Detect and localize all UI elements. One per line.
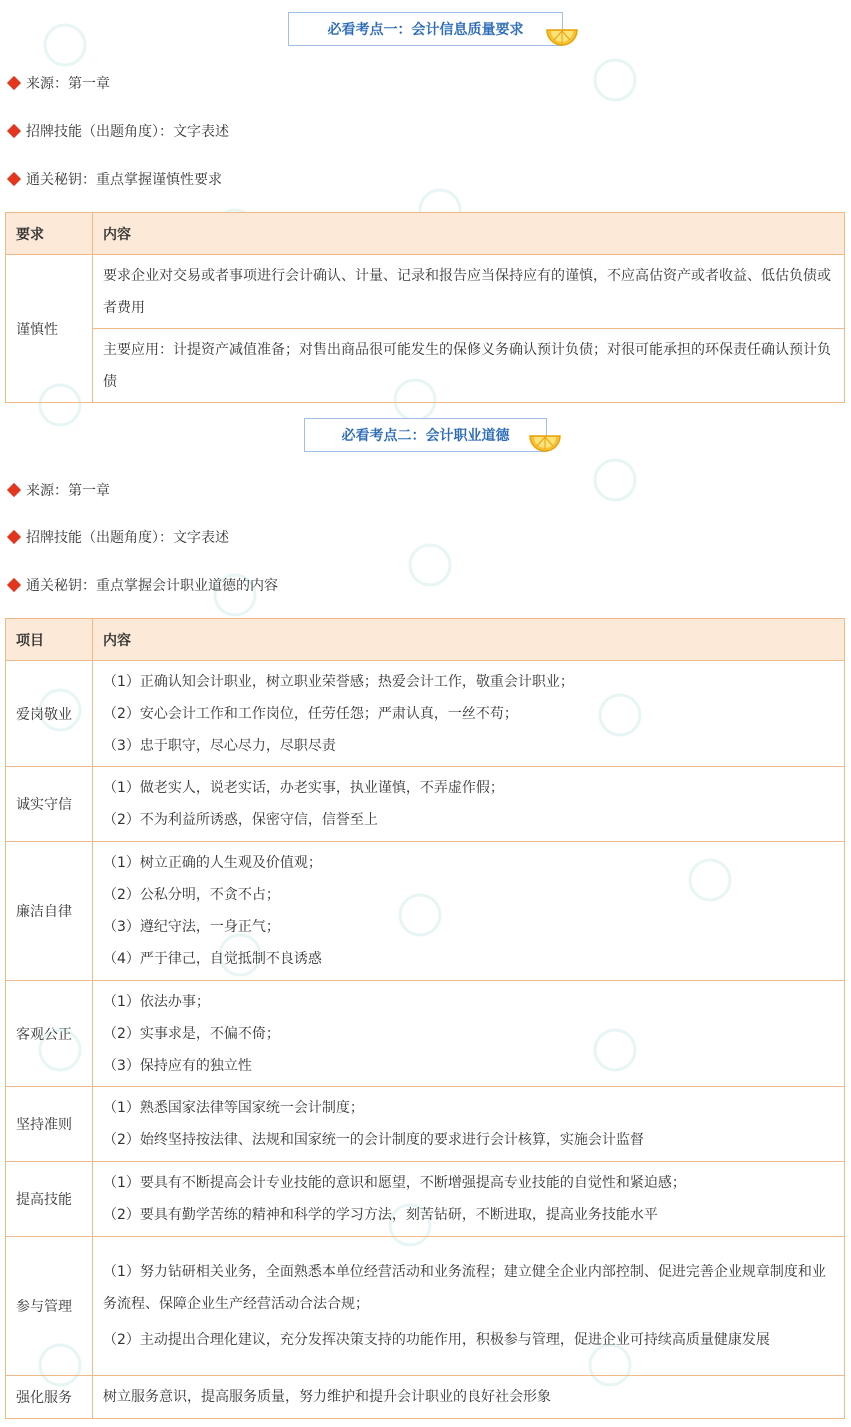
table-row (6, 842, 845, 981)
table-row (6, 329, 845, 403)
section-2-table (5, 618, 845, 1419)
diamond-icon (7, 124, 21, 138)
section-1-title-text: 必看考点一：会计信息质量要求 (327, 22, 524, 38)
content-line: （1）树立正确的人生观及价值观； (103, 855, 322, 871)
section-2-key (6, 575, 278, 595)
lemon-slice-icon (528, 434, 562, 454)
row-content (93, 842, 845, 981)
content-line: 树立服务意识，提高服务质量，努力维护和提升会计职业的良好社会形象 (103, 1389, 551, 1405)
table-row (6, 1162, 845, 1237)
diamond-icon (7, 530, 21, 544)
bullet-text: 来源：第一章 (26, 483, 110, 499)
row-label: 诚实守信 (6, 767, 93, 842)
table-row (6, 981, 845, 1087)
row-label: 客观公正 (6, 981, 93, 1087)
content-line: （1）做老实人，说老实话，办老实事，执业谨慎，不弄虚作假； (103, 780, 504, 796)
section-2-source (6, 480, 110, 500)
bullet-text: 通关秘钥：重点掌握谨慎性要求 (26, 172, 222, 188)
content-line: （3）遵纪守法，一身正气； (103, 919, 280, 935)
bullet-text: 招牌技能（出题角度）：文字表述 (26, 530, 229, 546)
content-paragraph: （1）努力钻研相关业务，全面熟悉本单位经营活动和业务流程；建立健全企业内部控制、促进完善企业规章制度和业务流程、保障企业生产经营活动合法合规； (103, 1264, 826, 1312)
header-cell: 内容 (93, 619, 845, 661)
diamond-icon (7, 483, 21, 497)
section-1-title (288, 12, 563, 46)
content-line: （1）正确认知会计职业，树立职业荣誉感；热爱会计工作，敬重会计职业； (103, 673, 574, 690)
row-label: 坚持准则 (6, 1087, 93, 1162)
table-row (6, 255, 845, 329)
row-content (93, 1087, 845, 1162)
row-content (93, 661, 845, 767)
section-2-title-text: 必看考点二：会计职业道德 (341, 428, 510, 444)
section-1-key (6, 169, 222, 189)
content-line: （2）安心会计工作和工作岗位，任劳任怨；严肃认真，一丝不苟； (103, 705, 518, 722)
content-line: （1）要具有不断提高会计专业技能的意识和愿望，不断增强提高专业技能的自觉性和紧迫感； (103, 1175, 686, 1191)
content-line: （1）依法办事； (103, 993, 210, 1010)
row-content (93, 1376, 845, 1419)
row-label: 提高技能 (6, 1162, 93, 1237)
content-line: （2）实事求是，不偏不倚； (103, 1025, 280, 1042)
table-row (6, 767, 845, 842)
table-header-row (6, 619, 845, 661)
table-row (6, 1237, 845, 1376)
section-1-source (6, 73, 110, 93)
table-row (6, 661, 845, 767)
section-1-skill (6, 121, 229, 141)
section-2-skill (6, 527, 229, 547)
header-cell: 项目 (6, 619, 93, 661)
row-content: 要求企业对交易或者事项进行会计确认、计量、记录和报告应当保持应有的谨慎，不应高估资产或者收益、低估负债或者费用 (93, 255, 845, 329)
diamond-icon (7, 172, 21, 186)
row-content (93, 1162, 845, 1237)
content-line: （1）熟悉国家法律等国家统一会计制度； (103, 1100, 364, 1116)
row-label: 谨慎性 (6, 255, 93, 403)
row-content (93, 1237, 845, 1376)
content-line: （2）要具有勤学苦练的精神和科学的学习方法，刻苦钻研，不断进取，提高业务技能水平 (103, 1207, 658, 1223)
row-label: 廉洁自律 (6, 842, 93, 981)
content-line: （4）严于律己，自觉抵制不良诱惑 (103, 951, 322, 967)
row-label: 强化服务 (6, 1376, 93, 1419)
row-content (93, 767, 845, 842)
row-content: 主要应用：计提资产减值准备；对售出商品很可能发生的保修义务确认预计负债；对很可能承担的环保责任确认预计负债 (93, 329, 845, 403)
header-cell: 要求 (6, 213, 93, 255)
row-content (93, 981, 845, 1087)
content-paragraph: （2）主动提出合理化建议，充分发挥决策支持的功能作用，积极参与管理，促进企业可持续高质量健康发展 (103, 1332, 770, 1348)
content-line: （3）忠于职守，尽心尽力，尽职尽责 (103, 737, 336, 754)
bullet-text: 招牌技能（出题角度）：文字表述 (26, 124, 229, 140)
table-header-row (6, 213, 845, 255)
section-1-table (5, 212, 845, 403)
content-line: （2）不为利益所诱惑，保密守信，信誉至上 (103, 812, 378, 828)
table-row (6, 1087, 845, 1162)
diamond-icon (7, 76, 21, 90)
content-line: （2）始终坚持按法律、法规和国家统一的会计制度的要求进行会计核算，实施会计监督 (103, 1132, 644, 1148)
content-line: （3）保持应有的独立性 (103, 1057, 252, 1074)
bullet-text: 通关秘钥：重点掌握会计职业道德的内容 (26, 578, 278, 594)
lemon-slice-icon (545, 28, 579, 48)
row-label: 爱岗敬业 (6, 661, 93, 767)
diamond-icon (7, 578, 21, 592)
bullet-text: 来源：第一章 (26, 76, 110, 92)
table-row (6, 1376, 845, 1419)
content-line: （2）公私分明，不贪不占； (103, 887, 280, 903)
row-label: 参与管理 (6, 1237, 93, 1376)
section-2-title (304, 418, 547, 452)
header-cell: 内容 (93, 213, 845, 255)
